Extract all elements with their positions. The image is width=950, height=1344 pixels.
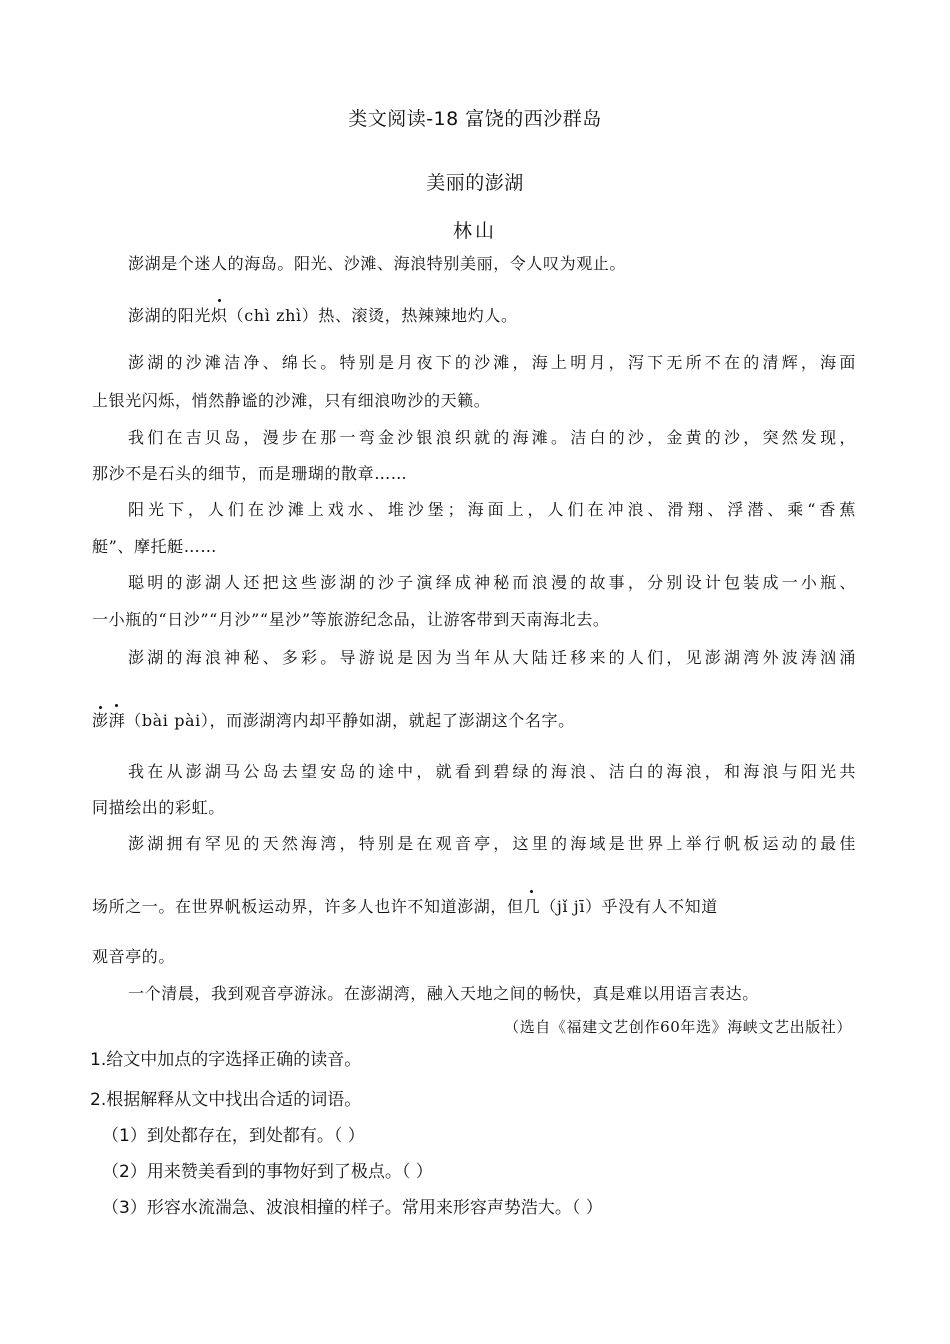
paragraph-9-line-1: 澎湖拥有罕见的天然海湾，特别是在观音亭，这里的海域是世界上举行帆板运动的最佳	[128, 834, 856, 853]
question-2-item-3: （3）形容水流湍急、波浪相撞的样子。常用来形容声势浩大。（ ）	[102, 1198, 603, 1218]
paragraph-9-text-after: （jǐ jī）乎没有人不知道	[540, 897, 718, 916]
dotted-character-pai: 湃	[109, 709, 126, 733]
document-title: 类文阅读-18 富饶的西沙群岛	[348, 108, 602, 130]
dotted-character-chi: 炽	[211, 304, 228, 328]
paragraph-10: 一个清晨，我到观音亭游泳。在澎湖湾，融入天地之间的畅快，真是难以用语言表达。	[128, 984, 759, 1003]
paragraph-5-line-1: 阳光下，人们在沙滩上戏水、堆沙堡；海面上，人们在冲浪、滑翔、浮潜、乘“香蕉	[128, 500, 856, 519]
paragraph-8-line-1: 我在从澎湖马公岛去望安岛的途中，就看到碧绿的海浪、洁白的海浪，和海浪与阳光共	[128, 762, 856, 781]
paragraph-7-line-2	[92, 709, 856, 733]
paragraph-1: 澎湖是个迷人的海岛。阳光、沙滩、海浪特别美丽，令人叹为观止。	[128, 254, 627, 273]
source-citation: （选自《福建文艺创作60年选》海峡文艺出版社）	[504, 1018, 852, 1036]
paragraph-9-text-before: 场所之一。在世界帆板运动界，许多人也许不知道澎湖，但	[92, 897, 524, 916]
paragraph-9-line-2	[92, 895, 856, 919]
question-2: 2.根据解释从文中找出合适的词语。	[90, 1090, 362, 1110]
paragraph-3-line-2: 上银光闪烁，悄然静谧的沙滩，只有细浪吻沙的天籁。	[92, 391, 491, 410]
paragraph-9-line-3: 观音亭的。	[92, 947, 176, 966]
question-2-item-1: （1）到处都存在，到处都有。（ ）	[102, 1126, 365, 1146]
paragraph-7-text-after: （bài pài），而澎湖湾内却平静如湖，就起了澎湖这个名字。	[125, 711, 575, 730]
question-1: 1.给文中加点的字选择正确的读音。	[90, 1050, 362, 1070]
paragraph-2	[128, 304, 856, 328]
paragraph-4-line-2: 那沙不是石头的细节，而是珊瑚的散章……	[92, 464, 408, 483]
paragraph-6-line-2: 一小瓶的“日沙”“月沙”“星沙”等旅游纪念品，让游客带到天南海北去。	[92, 610, 610, 629]
dotted-character-pai-prefix: 澎	[92, 711, 109, 730]
dotted-character-ji: 几	[524, 895, 541, 919]
question-2-item-2: （2）用来赞美看到的事物好到了极点。（ ）	[102, 1162, 433, 1182]
article-title: 美丽的澎湖	[426, 172, 524, 194]
paragraph-8-line-2: 同描绘出的彩虹。	[92, 798, 225, 817]
paragraph-5-line-2: 艇”、摩托艇……	[92, 537, 217, 556]
article-author: 林山	[452, 220, 497, 242]
paragraph-3-line-1: 澎湖的沙滩洁净、绵长。特别是月夜下的沙滩，海上明月，泻下无所不在的清辉，海面	[128, 353, 856, 372]
paragraph-7-line-1: 澎湖的海浪神秘、多彩。导游说是因为当年从大陆迁移来的人们，见澎湖湾外波涛汹涌	[128, 648, 856, 667]
paragraph-2-text-before: 澎湖的阳光	[128, 306, 212, 325]
paragraph-4-line-1: 我们在吉贝岛，漫步在那一弯金沙银浪织就的海滩。洁白的沙，金黄的沙，突然发现，	[128, 428, 856, 447]
paragraph-6-line-1: 聪明的澎湖人还把这些澎湖的沙子演绎成神秘而浪漫的故事，分别设计包装成一小瓶、	[128, 573, 856, 592]
paragraph-2-text-after: （chì zhì）热、滚烫，热辣辣地灼人。	[227, 306, 518, 325]
